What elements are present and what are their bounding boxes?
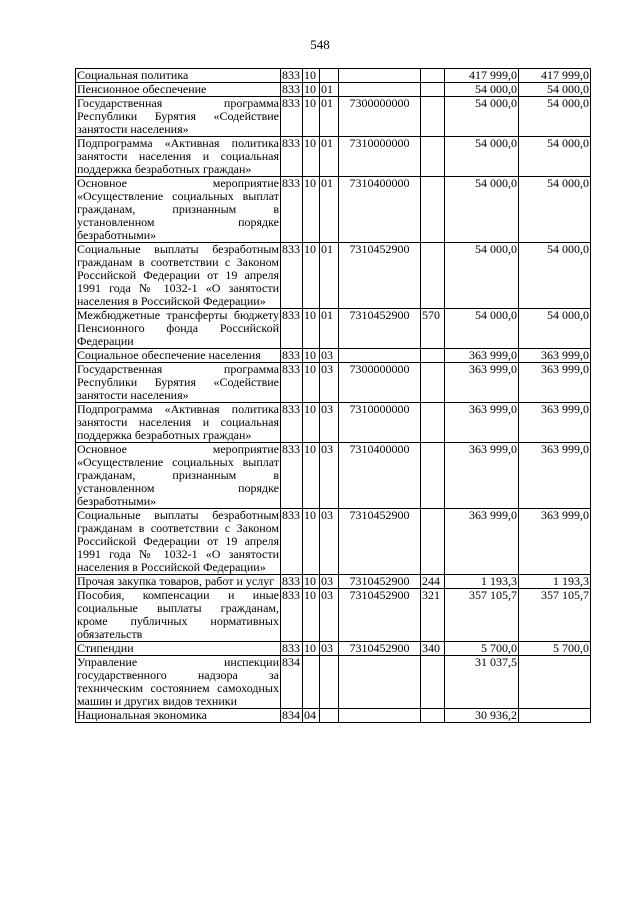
target-article-cell xyxy=(339,349,421,363)
target-article-cell: 7310400000 xyxy=(339,177,421,243)
target-article-cell xyxy=(339,83,421,97)
subsection-cell: 01 xyxy=(320,83,339,97)
row-name-cell: Управление инспекции государственного надзора за техническим состоянием самоходных машин и других видов техники xyxy=(77,655,279,708)
section-cell: 10 xyxy=(303,589,320,642)
target-article-cell: 7310452900 xyxy=(339,642,421,656)
section-cell: 10 xyxy=(303,69,320,83)
amount-2-cell: 417 999,0 xyxy=(519,69,591,83)
subsection-cell: 01 xyxy=(320,97,339,137)
department-code-cell: 833 xyxy=(281,309,303,349)
expense-type-cell: 244 xyxy=(421,575,445,589)
subsection-cell: 03 xyxy=(320,403,339,443)
target-article-cell: 7310452900 xyxy=(339,589,421,642)
department-code-cell: 833 xyxy=(281,97,303,137)
amount-2-cell: 357 105,7 xyxy=(519,589,591,642)
expense-type-cell xyxy=(421,403,445,443)
row-name-cell: Прочая закупка товаров, работ и услуг xyxy=(76,575,281,589)
amount-1-cell: 54 000,0 xyxy=(445,177,519,243)
department-code-cell: 833 xyxy=(281,575,303,589)
amount-2-cell: 54 000,0 xyxy=(519,137,591,177)
department-code-cell: 833 xyxy=(281,349,303,363)
table-row xyxy=(76,709,591,723)
department-code-cell: 833 xyxy=(281,589,303,642)
subsection-cell: 03 xyxy=(320,509,339,575)
section-cell: 10 xyxy=(303,363,320,403)
row-name-cell: Основное мероприятие «Осуществление социальных выплат гражданам, признанным в установленном порядке безработными» xyxy=(77,176,279,242)
amount-1-cell: 54 000,0 xyxy=(445,83,519,97)
amount-2-cell: 363 999,0 xyxy=(519,443,591,509)
department-code-cell: 833 xyxy=(281,642,303,656)
amount-1-cell: 363 999,0 xyxy=(445,349,519,363)
subsection-cell: 01 xyxy=(320,137,339,177)
section-cell: 04 xyxy=(303,709,320,723)
amount-1-cell: 363 999,0 xyxy=(445,363,519,403)
department-code-cell: 833 xyxy=(281,83,303,97)
subsection-cell: 03 xyxy=(320,443,339,509)
amount-1-cell: 31 037,5 xyxy=(445,656,519,709)
target-article-cell: 7310452900 xyxy=(339,575,421,589)
expense-type-cell: 321 xyxy=(421,589,445,642)
row-name-cell: Социальные выплаты безработным гражданам в соответствии с Законом Российской Федерации от 19 апреля 1991 года № 1032-1 «О занятости населения в Российской Федерации» xyxy=(77,508,279,574)
target-article-cell: 7310452900 xyxy=(339,243,421,309)
row-name-cell: Пенсионное обеспечение xyxy=(76,83,281,97)
row-name-cell: Стипендии xyxy=(76,642,281,656)
row-name-cell: Социальные выплаты безработным гражданам в соответствии с Законом Российской Федерации от 19 апреля 1991 года № 1032-1 «О занятости населения в Российской Федерации» xyxy=(77,242,279,308)
amount-1-cell: 54 000,0 xyxy=(445,243,519,309)
amount-1-cell: 30 936,2 xyxy=(445,709,519,723)
expense-type-cell xyxy=(421,97,445,137)
amount-2-cell: 363 999,0 xyxy=(519,363,591,403)
table-row xyxy=(76,309,591,349)
subsection-cell: 01 xyxy=(320,309,339,349)
amount-1-cell: 54 000,0 xyxy=(445,97,519,137)
amount-1-cell: 5 700,0 xyxy=(445,642,519,656)
department-code-cell: 833 xyxy=(281,137,303,177)
department-code-cell: 833 xyxy=(281,363,303,403)
target-article-cell: 7300000000 xyxy=(339,97,421,137)
department-code-cell: 833 xyxy=(281,509,303,575)
table-row xyxy=(76,137,591,177)
amount-1-cell: 1 193,3 xyxy=(445,575,519,589)
target-article-cell: 7310452900 xyxy=(339,309,421,349)
amount-2-cell: 363 999,0 xyxy=(519,349,591,363)
target-article-cell xyxy=(339,69,421,83)
expense-type-cell xyxy=(421,709,445,723)
table-row xyxy=(76,509,591,575)
amount-1-cell: 363 999,0 xyxy=(445,443,519,509)
section-cell: 10 xyxy=(303,243,320,309)
amount-1-cell: 54 000,0 xyxy=(445,137,519,177)
expense-type-cell xyxy=(421,509,445,575)
section-cell: 10 xyxy=(303,177,320,243)
amount-1-cell: 54 000,0 xyxy=(445,309,519,349)
amount-2-cell: 54 000,0 xyxy=(519,97,591,137)
row-name-cell: Социальное обеспечение населения xyxy=(76,349,281,363)
target-article-cell xyxy=(339,656,421,709)
row-name-cell: Межбюджетные трансферты бюджету Пенсионного фонда Российской Федерации xyxy=(77,308,279,348)
row-name-cell: Национальная экономика xyxy=(76,709,281,723)
section-cell: 10 xyxy=(303,309,320,349)
expense-type-cell xyxy=(421,443,445,509)
table-row xyxy=(76,575,591,589)
subsection-cell: 03 xyxy=(320,642,339,656)
section-cell: 10 xyxy=(303,403,320,443)
table-row xyxy=(76,243,591,309)
section-cell: 10 xyxy=(303,83,320,97)
section-cell: 10 xyxy=(303,509,320,575)
row-name-cell: Пособия, компенсации и иные социальные выплаты гражданам, кроме публичных нормативных обязательств xyxy=(77,588,279,641)
expense-type-cell xyxy=(421,656,445,709)
subsection-cell: 01 xyxy=(320,177,339,243)
amount-2-cell: 54 000,0 xyxy=(519,243,591,309)
subsection-cell: 03 xyxy=(320,589,339,642)
table-row xyxy=(76,443,591,509)
table-row xyxy=(76,177,591,243)
amount-2-cell: 54 000,0 xyxy=(519,309,591,349)
budget-table xyxy=(75,68,591,723)
expense-type-cell: 340 xyxy=(421,642,445,656)
row-name-cell: Основное мероприятие «Осуществление социальных выплат гражданам, признанным в установленном порядке безработными» xyxy=(77,442,279,508)
section-cell: 10 xyxy=(303,443,320,509)
table-body xyxy=(76,69,591,723)
expense-type-cell xyxy=(421,83,445,97)
target-article-cell: 7310000000 xyxy=(339,137,421,177)
amount-2-cell: 54 000,0 xyxy=(519,177,591,243)
row-name-cell: Государственная программа Республики Бурятия «Содействие занятости населения» xyxy=(77,362,279,402)
section-cell: 10 xyxy=(303,642,320,656)
table-row xyxy=(76,83,591,97)
row-name-cell: Социальная политика xyxy=(76,69,281,83)
expense-type-cell xyxy=(421,243,445,309)
amount-2-cell: 363 999,0 xyxy=(519,509,591,575)
amount-1-cell: 363 999,0 xyxy=(445,403,519,443)
expense-type-cell xyxy=(421,137,445,177)
subsection-cell: 01 xyxy=(320,243,339,309)
amount-2-cell: 363 999,0 xyxy=(519,403,591,443)
subsection-cell: 03 xyxy=(320,349,339,363)
subsection-cell xyxy=(320,656,339,709)
department-code-cell: 833 xyxy=(281,243,303,309)
table-row xyxy=(76,642,591,656)
department-code-cell: 833 xyxy=(281,443,303,509)
department-code-cell: 833 xyxy=(281,69,303,83)
amount-1-cell: 363 999,0 xyxy=(445,509,519,575)
expense-type-cell xyxy=(421,69,445,83)
amount-1-cell: 357 105,7 xyxy=(445,589,519,642)
amount-2-cell: 5 700,0 xyxy=(519,642,591,656)
subsection-cell: 03 xyxy=(320,363,339,403)
subsection-cell: 03 xyxy=(320,575,339,589)
expense-type-cell xyxy=(421,349,445,363)
section-cell: 10 xyxy=(303,137,320,177)
table-row xyxy=(76,589,591,642)
table-row xyxy=(76,656,591,709)
subsection-cell xyxy=(320,709,339,723)
amount-2-cell xyxy=(519,656,591,709)
amount-2-cell xyxy=(519,709,591,723)
section-cell: 10 xyxy=(303,349,320,363)
table-row xyxy=(76,97,591,137)
department-code-cell: 833 xyxy=(281,403,303,443)
page-number: 548 xyxy=(310,37,330,52)
table-row xyxy=(76,69,591,83)
expense-type-cell xyxy=(421,363,445,403)
target-article-cell: 7310400000 xyxy=(339,443,421,509)
table-row xyxy=(76,403,591,443)
row-name-cell: Подпрограмма «Активная политика занятости населения и социальная поддержка безработных граждан» xyxy=(77,136,279,176)
target-article-cell: 7300000000 xyxy=(339,363,421,403)
department-code-cell: 833 xyxy=(281,177,303,243)
target-article-cell xyxy=(339,709,421,723)
expense-type-cell: 570 xyxy=(421,309,445,349)
table-row xyxy=(76,349,591,363)
expense-type-cell xyxy=(421,177,445,243)
section-cell: 10 xyxy=(303,97,320,137)
amount-1-cell: 417 999,0 xyxy=(445,69,519,83)
department-code-cell: 834 xyxy=(281,709,303,723)
row-name-cell: Подпрограмма «Активная политика занятости населения и социальная поддержка безработных граждан» xyxy=(77,402,279,442)
section-cell: 10 xyxy=(303,575,320,589)
target-article-cell: 7310452900 xyxy=(339,509,421,575)
table-row xyxy=(76,363,591,403)
department-code-cell: 834 xyxy=(281,656,303,709)
subsection-cell xyxy=(320,69,339,83)
section-cell xyxy=(303,656,320,709)
row-name-cell: Государственная программа Республики Бурятия «Содействие занятости населения» xyxy=(77,96,279,136)
target-article-cell: 7310000000 xyxy=(339,403,421,443)
amount-2-cell: 54 000,0 xyxy=(519,83,591,97)
amount-2-cell: 1 193,3 xyxy=(519,575,591,589)
